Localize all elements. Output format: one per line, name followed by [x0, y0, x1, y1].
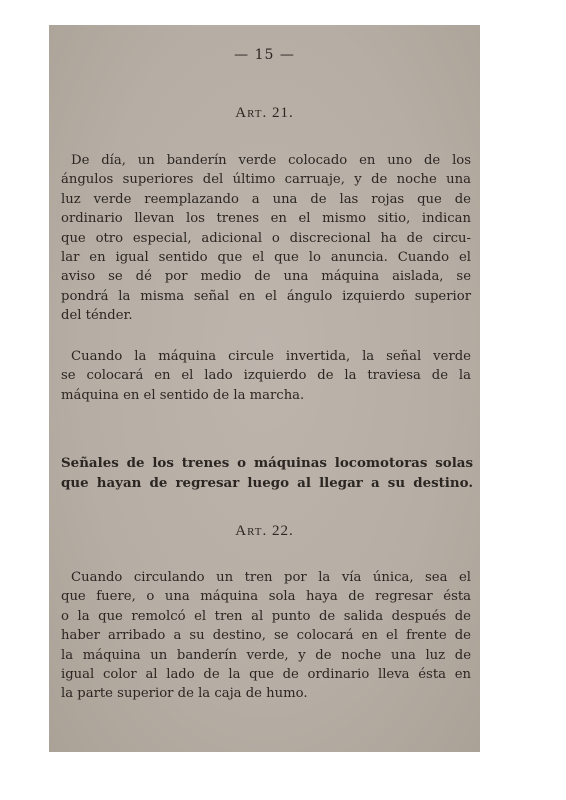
text-line: haber arribado a su destino, se colocará en el frente de: [61, 628, 471, 644]
text-line: Cuando circulando un tren por la vía única, sea el: [71, 570, 471, 585]
article-21-heading: [49, 105, 480, 122]
text-line: igual color al lado de la que de ordinario lleva ésta en: [61, 667, 471, 683]
article-22-paragraph-1: [61, 568, 471, 704]
text-line: o la que remolcó el tren al punto de salida después de: [61, 608, 471, 624]
text-line: la parte superior de la caja de humo.: [61, 686, 308, 702]
article-22-heading: [49, 523, 480, 540]
text-line: Cuando la máquina circule invertida, la señal verde: [71, 349, 471, 364]
section-title-line: Señales de los trenes o máquinas locomotoras solas: [61, 455, 473, 471]
text-line: del ténder.: [61, 308, 133, 324]
text-line: ángulos superiores del último carruaje, y de noche una: [61, 172, 471, 188]
text-line: lar en igual sentido que el que lo anuncia. Cuando el: [61, 250, 471, 266]
article-21-paragraph-1: [61, 151, 471, 326]
book-page: [49, 25, 480, 752]
text-line: máquina en el sentido de la marcha.: [61, 387, 305, 403]
text-line: luz verde reemplazando a una de las rojas que de: [61, 191, 471, 207]
section-title: [61, 453, 473, 493]
text-line: aviso se dé por medio de una máquina aislada, se: [61, 269, 471, 285]
text-line: que fuere, o una máquina sola haya de regresar ésta: [61, 589, 471, 605]
article-21-paragraph-2: [61, 347, 471, 405]
article-22-heading-prefix: Art.: [235, 523, 268, 539]
text-line: se colocará en el lado izquierdo de la traviesa de la: [61, 368, 471, 384]
article-21-heading-number: 21.: [271, 105, 294, 121]
page-number: — 15 —: [234, 47, 295, 63]
text-line: De día, un banderín verde colocado en uno de los: [71, 153, 471, 168]
text-line: la máquina un banderín verde, y de noche una luz de: [61, 647, 471, 663]
section-title-line: que hayan de regresar luego al llegar a su destino.: [61, 475, 473, 491]
article-21-heading-prefix: Art.: [235, 105, 268, 121]
text-line: que otro especial, adicional o discrecional ha de circu-: [61, 230, 471, 246]
text-line: ordinario llevan los trenes en el mismo sitio, indican: [61, 211, 471, 227]
text-line: pondrá la misma señal en el ángulo izquierdo superior: [61, 288, 471, 304]
article-22-heading-number: 22.: [271, 523, 294, 539]
